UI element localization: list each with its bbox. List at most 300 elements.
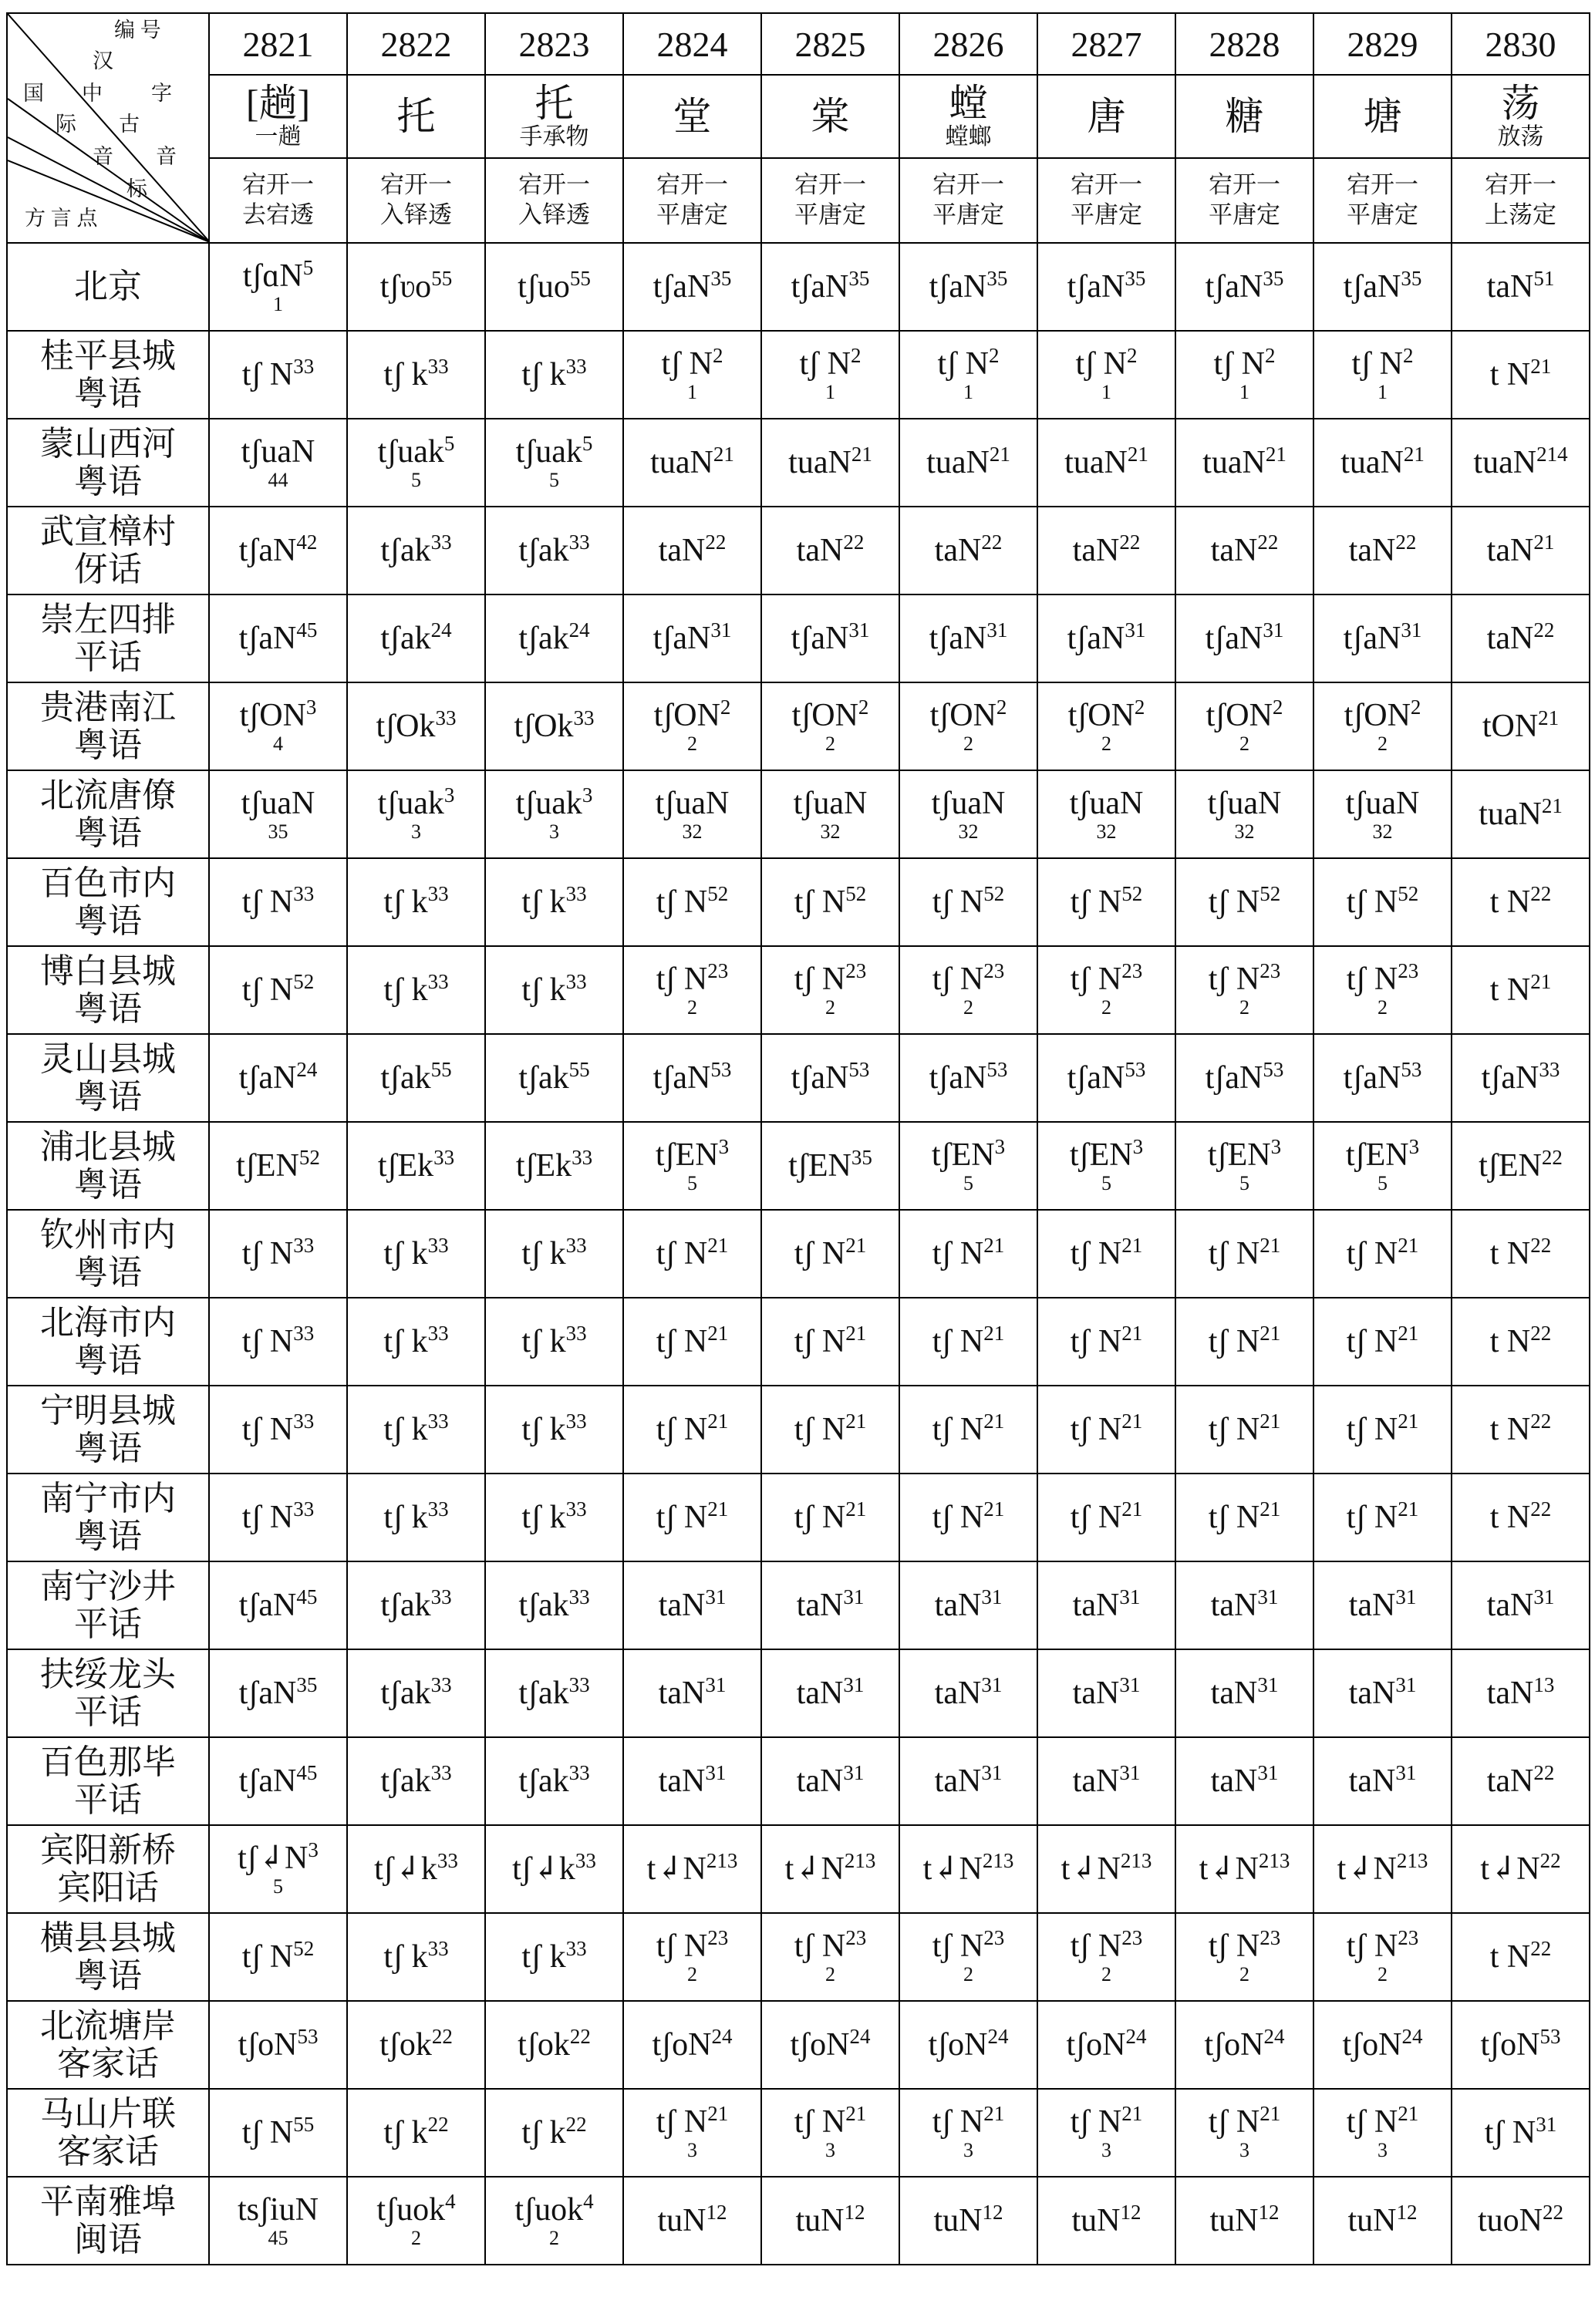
ipa-transcription: tʃ N <box>932 884 984 920</box>
pronunciation-cell <box>209 858 347 946</box>
pronunciation-cell <box>1175 1913 1313 2001</box>
tone-value: 21 <box>983 1409 1005 1433</box>
tone-subscript: 3 <box>963 2139 973 2162</box>
pronunciation-cell <box>761 1913 899 2001</box>
pronunciation-cell <box>899 1737 1037 1825</box>
ipa-transcription: tʃON <box>239 697 306 733</box>
ipa-transcription: tʃuak <box>377 785 444 821</box>
tone-value: 24 <box>1125 2024 1147 2048</box>
ipa-transcription: taN <box>1348 1587 1396 1623</box>
pronunciation-cell <box>347 1561 485 1649</box>
tone-value: 33 <box>430 1760 452 1784</box>
dialect-row <box>7 1386 1590 1474</box>
ipa-transcription: tʃ N <box>932 2103 984 2140</box>
tone-value: 213 <box>706 1848 738 1872</box>
pronunciation-cell <box>209 507 347 594</box>
pronunciation-cell <box>1313 243 1452 331</box>
location-name: 贵港南江 <box>40 688 176 726</box>
ipa-transcription: t↲N <box>784 1851 845 1887</box>
middle-chinese-category <box>899 158 1037 243</box>
tone-value: 33 <box>293 1409 315 1433</box>
pronunciation-cell <box>485 1122 623 1210</box>
ipa-transcription: t N <box>1489 1235 1531 1271</box>
ipa-transcription: t N <box>1489 1938 1531 1975</box>
dialect-row <box>7 243 1590 331</box>
header-character-row <box>7 75 1590 158</box>
pronunciation-cell <box>761 1034 899 1122</box>
dialect-location <box>7 1913 209 2001</box>
pronunciation-cell <box>623 2001 761 2089</box>
pronunciation-cell <box>1313 1561 1452 1649</box>
pronunciation-cell <box>347 682 485 770</box>
tone-value: 33 <box>427 1497 449 1521</box>
tone-value: 23 <box>983 958 1005 982</box>
pronunciation-cell <box>1037 243 1175 331</box>
tone-value: 12 <box>706 2200 727 2224</box>
tone-value: 33 <box>427 1233 449 1257</box>
pronunciation-cell <box>623 770 761 858</box>
column-character <box>1313 75 1452 158</box>
ipa-transcription: tʃaN <box>1067 1059 1125 1096</box>
pronunciation-cell <box>1452 1210 1590 1298</box>
tone-value: 55 <box>430 1057 452 1081</box>
pronunciation-cell <box>761 682 899 770</box>
mc-rhyme-group: 宕开一 <box>794 171 866 199</box>
ipa-transcription: tʃEN <box>1069 1137 1133 1173</box>
dialect-location <box>7 1737 209 1825</box>
dialect-location <box>7 2089 209 2177</box>
tone-value: 3 <box>582 783 593 807</box>
tone-value: 21 <box>1403 442 1425 466</box>
pronunciation-cell <box>347 507 485 594</box>
ipa-transcription: tuaN <box>1473 444 1537 480</box>
ipa-transcription: tON <box>1482 708 1539 744</box>
ipa-transcription: tʃON <box>1067 697 1135 733</box>
mc-tone-initial: 去宕透 <box>242 201 314 228</box>
column-character <box>209 75 347 158</box>
corner-label-fangyan: 方 言 点 <box>25 207 98 230</box>
ipa-transcription: tʃ N <box>1346 1323 1398 1359</box>
tone-subscript: 5 <box>1378 1172 1388 1195</box>
pronunciation-cell <box>485 419 623 507</box>
tone-value: 21 <box>1538 706 1560 729</box>
ipa-transcription: tʃoN <box>1066 2026 1126 2063</box>
pronunciation-cell <box>623 1474 761 1561</box>
pronunciation-cell <box>623 682 761 770</box>
ipa-transcription: tʃ N <box>1208 2103 1260 2140</box>
ipa-transcription: tʃaN <box>929 268 987 305</box>
tone-value: 21 <box>1259 1233 1281 1257</box>
tone-subscript: 1 <box>963 381 973 404</box>
tone-value: 33 <box>565 881 587 905</box>
tone-value: 21 <box>1265 442 1286 466</box>
middle-chinese-category <box>485 158 623 243</box>
location-name: 博白县城 <box>40 951 176 990</box>
ipa-transcription: tʃɑN <box>242 258 303 294</box>
pronunciation-cell <box>209 1386 347 1474</box>
tone-value: 33 <box>565 1321 587 1345</box>
tone-value: 23 <box>1398 1925 1419 1949</box>
pronunciation-cell <box>1175 1474 1313 1561</box>
dialect-row <box>7 1561 1590 1649</box>
tone-value: 21 <box>707 1497 729 1521</box>
ipa-transcription: tʃ N <box>1346 1411 1398 1447</box>
tone-subscript: 1 <box>1101 381 1111 404</box>
ipa-transcription: tuaN <box>1064 444 1128 480</box>
tone-subscript: 32 <box>1372 820 1393 844</box>
pronunciation-cell <box>1313 1474 1452 1561</box>
tone-value: 31 <box>1257 1760 1279 1784</box>
tone-value: 21 <box>1398 2101 1419 2125</box>
pronunciation-cell <box>1037 1825 1175 1913</box>
table-body <box>7 13 1590 2265</box>
tone-subscript: 32 <box>820 820 841 844</box>
pronunciation-cell <box>1037 2001 1175 2089</box>
pronunciation-cell <box>1452 594 1590 682</box>
location-name: 马山片联 <box>40 2094 176 2133</box>
tone-value: 31 <box>705 1672 727 1696</box>
location-name: 钦州市内 <box>40 1215 176 1254</box>
dialect-location <box>7 1825 209 1913</box>
pronunciation-cell <box>761 1386 899 1474</box>
tone-value: 2 <box>1127 343 1138 367</box>
ipa-transcription: tʃaN <box>238 620 297 656</box>
ipa-transcription: t N <box>1489 1499 1531 1535</box>
pronunciation-cell <box>485 1561 623 1649</box>
ipa-transcription: tʃ N <box>1070 1928 1122 1964</box>
ipa-transcription: taN <box>796 1675 844 1711</box>
pronunciation-cell <box>485 1737 623 1825</box>
tone-value: 22 <box>565 2112 587 2136</box>
tone-value: 45 <box>296 618 318 642</box>
pronunciation-cell <box>209 331 347 419</box>
tone-subscript: 5 <box>411 469 421 492</box>
ipa-transcription: tʃ N <box>794 1499 846 1535</box>
tone-value: 35 <box>296 1672 318 1696</box>
ipa-transcription: tʃ N <box>932 1323 984 1359</box>
pronunciation-cell <box>1175 858 1313 946</box>
pronunciation-cell <box>1452 770 1590 858</box>
dialect-type: 平话 <box>74 1781 142 1819</box>
pronunciation-cell <box>899 2089 1037 2177</box>
tone-subscript: 5 <box>1101 1172 1111 1195</box>
pronunciation-cell <box>1037 682 1175 770</box>
pronunciation-cell <box>347 1474 485 1561</box>
ipa-transcription: tʃak <box>380 1587 431 1623</box>
tone-value: 22 <box>1257 530 1279 554</box>
ipa-transcription: tʃ N <box>241 1323 294 1359</box>
dialect-location <box>7 946 209 1034</box>
pronunciation-cell <box>1313 1649 1452 1737</box>
pronunciation-cell <box>761 1561 899 1649</box>
corner-cell <box>7 13 209 243</box>
pronunciation-cell <box>1313 682 1452 770</box>
mc-rhyme-group: 宕开一 <box>656 171 728 199</box>
tone-value: 23 <box>845 958 867 982</box>
pronunciation-cell <box>899 1298 1037 1386</box>
tone-subscript: 2 <box>1101 733 1111 756</box>
pronunciation-cell <box>347 2177 485 2265</box>
ipa-transcription: tʃoN <box>238 2026 298 2063</box>
tone-subscript: 1 <box>273 293 283 316</box>
mc-rhyme-group: 宕开一 <box>242 171 314 199</box>
ipa-transcription: tʃ↲k <box>374 1851 437 1887</box>
pronunciation-cell <box>761 1649 899 1737</box>
dialect-row <box>7 682 1590 770</box>
ipa-transcription: tʃ k <box>383 1499 428 1535</box>
tone-value: 3 <box>1132 1134 1144 1158</box>
dialect-row <box>7 858 1590 946</box>
pronunciation-cell <box>209 1210 347 1298</box>
ipa-transcription: tʃ N <box>1208 961 1260 997</box>
tone-value: 21 <box>1398 1321 1419 1345</box>
ipa-transcription: tʃuok <box>376 2191 446 2228</box>
ipa-transcription: taN <box>1348 1763 1396 1799</box>
pronunciation-cell <box>1313 419 1452 507</box>
ipa-transcription: taN <box>934 1763 982 1799</box>
ipa-transcription: tʃ N <box>1208 1235 1260 1271</box>
tone-subscript: 2 <box>825 733 835 756</box>
tone-value: 213 <box>982 1848 1014 1872</box>
ipa-transcription: tʃaN <box>1481 1059 1539 1096</box>
tone-value: 214 <box>1536 442 1568 466</box>
ipa-transcription: tʃaN <box>791 268 849 305</box>
tone-value: 53 <box>297 2024 319 2048</box>
tone-value: 33 <box>1539 1057 1560 1081</box>
ipa-transcription: tʃuaN <box>793 785 868 821</box>
ipa-transcription: taN <box>796 1763 844 1799</box>
tone-value: 22 <box>569 2024 591 2048</box>
tone-subscript: 2 <box>411 2227 421 2250</box>
tone-value: 2 <box>1410 695 1421 719</box>
corner-label-bianhao: 编 号 <box>114 19 161 42</box>
ipa-transcription: tʃuaN <box>1207 785 1282 821</box>
tone-value: 31 <box>1119 1585 1141 1608</box>
middle-chinese-category <box>347 158 485 243</box>
tone-value: 23 <box>983 1925 1005 1949</box>
pronunciation-cell <box>209 946 347 1034</box>
pronunciation-cell <box>485 507 623 594</box>
dialect-type: 粤语 <box>74 1166 142 1204</box>
tone-value: 22 <box>843 530 865 554</box>
tone-value: 21 <box>1533 530 1555 554</box>
tone-subscript: 5 <box>687 1172 697 1195</box>
ipa-transcription: tʃOk <box>514 708 574 744</box>
column-character <box>485 75 623 158</box>
ipa-transcription: tʃ N <box>241 1235 294 1271</box>
pronunciation-cell <box>1313 770 1452 858</box>
ipa-transcription: tʃ N <box>656 1928 708 1964</box>
dialect-row <box>7 2177 1590 2265</box>
tone-subscript: 3 <box>1378 2139 1388 2162</box>
tone-value: 33 <box>427 1321 449 1345</box>
ipa-transcription: tʃoN <box>1204 2026 1264 2063</box>
corner-label-guoji: 国 <box>23 82 44 105</box>
pronunciation-cell <box>899 594 1037 682</box>
tone-subscript: 2 <box>963 733 973 756</box>
pronunciation-cell <box>209 2001 347 2089</box>
dialect-location <box>7 594 209 682</box>
pronunciation-cell <box>761 858 899 946</box>
pronunciation-cell <box>623 331 761 419</box>
location-name: 北京 <box>74 268 142 306</box>
dialect-type: 粤语 <box>74 726 142 764</box>
dialect-row <box>7 1737 1590 1825</box>
tone-value: 22 <box>1119 530 1141 554</box>
pronunciation-cell <box>485 243 623 331</box>
ipa-transcription: tʃ N <box>656 961 708 997</box>
corner-label-gu: 古 <box>119 113 140 136</box>
dialect-row <box>7 419 1590 507</box>
tone-value: 52 <box>707 881 729 905</box>
pronunciation-cell <box>347 1649 485 1737</box>
tone-value: 22 <box>1539 1848 1561 1872</box>
tone-value: 21 <box>845 2101 867 2125</box>
pronunciation-cell <box>485 682 623 770</box>
tone-value: 33 <box>293 354 315 378</box>
ipa-transcription: t N <box>1489 884 1531 920</box>
tone-value: 55 <box>568 1057 590 1081</box>
ipa-transcription: tuN <box>1347 2202 1397 2238</box>
tone-value: 22 <box>1530 1409 1552 1433</box>
dialect-type: 粤语 <box>74 1342 142 1379</box>
pronunciation-cell <box>485 2177 623 2265</box>
pronunciation-cell <box>899 858 1037 946</box>
ipa-transcription: tʃuok <box>514 2191 584 2228</box>
pronunciation-cell <box>347 1825 485 1913</box>
pronunciation-cell <box>1175 1649 1313 1737</box>
ipa-transcription: tuN <box>795 2202 845 2238</box>
tone-value: 31 <box>986 618 1008 642</box>
tone-value: 55 <box>293 2112 315 2136</box>
column-character <box>623 75 761 158</box>
dialect-location <box>7 1649 209 1737</box>
tone-value: 22 <box>1541 1145 1563 1169</box>
tone-value: 31 <box>1395 1585 1417 1608</box>
tone-value: 33 <box>293 1233 315 1257</box>
tone-value: 31 <box>705 1760 727 1784</box>
pronunciation-cell <box>623 1913 761 2001</box>
tone-value: 31 <box>981 1585 1003 1608</box>
dialect-location <box>7 1561 209 1649</box>
ipa-transcription: tʃoN <box>652 2026 712 2063</box>
ipa-transcription: tʃ N <box>794 1235 846 1271</box>
tone-value: 31 <box>843 1760 865 1784</box>
pronunciation-cell <box>899 770 1037 858</box>
ipa-transcription: tʃaN <box>1343 1059 1401 1096</box>
tone-value: 53 <box>1539 2024 1561 2048</box>
tone-value: 12 <box>1120 2200 1141 2224</box>
tone-value: 33 <box>433 1145 455 1169</box>
character-glyph: 荡 <box>1501 82 1540 126</box>
mc-tone-initial: 平唐定 <box>1347 201 1418 228</box>
ipa-transcription: tʃ N <box>794 1411 846 1447</box>
pronunciation-cell <box>1175 682 1313 770</box>
ipa-transcription: tʃ N <box>241 2114 294 2151</box>
location-name: 蒙山西河 <box>40 424 176 463</box>
ipa-transcription: tʃuaN <box>241 785 315 821</box>
ipa-transcription: taN <box>1210 532 1258 568</box>
tone-value: 21 <box>983 1497 1005 1521</box>
ipa-transcription: tʃuaN <box>655 785 730 821</box>
ipa-transcription: tʃak <box>380 1675 431 1711</box>
tone-value: 33 <box>293 1497 315 1521</box>
pronunciation-cell <box>1037 1913 1175 2001</box>
ipa-transcription: tʃuak <box>377 433 444 470</box>
tone-subscript: 44 <box>268 469 288 492</box>
tone-value: 24 <box>987 2024 1009 2048</box>
dialect-row <box>7 331 1590 419</box>
pronunciation-cell <box>1037 1649 1175 1737</box>
mc-rhyme-group: 宕开一 <box>932 171 1004 199</box>
ipa-transcription: tʃaN <box>791 1059 849 1096</box>
tone-value: 53 <box>1401 1057 1422 1081</box>
tone-subscript: 5 <box>1239 1172 1249 1195</box>
pronunciation-cell <box>623 243 761 331</box>
tone-value: 51 <box>1533 266 1555 290</box>
tone-value: 52 <box>983 881 1005 905</box>
tone-value: 53 <box>710 1057 732 1081</box>
tone-value: 31 <box>1401 618 1422 642</box>
character-glyph: [趟] <box>245 82 311 126</box>
ipa-transcription: tʃaN <box>238 1059 297 1096</box>
pronunciation-cell <box>1452 946 1590 1034</box>
pronunciation-cell <box>899 1210 1037 1298</box>
middle-chinese-category <box>1452 158 1590 243</box>
tone-value: 24 <box>1263 2024 1285 2048</box>
tone-value: 21 <box>707 2101 729 2125</box>
pronunciation-cell <box>1175 243 1313 331</box>
pronunciation-cell <box>761 1825 899 1913</box>
pronunciation-cell <box>623 2089 761 2177</box>
dialect-type: 平话 <box>74 638 142 676</box>
ipa-transcription: tʃ N <box>1346 2103 1398 2140</box>
pronunciation-cell <box>347 1122 485 1210</box>
pronunciation-cell <box>347 1034 485 1122</box>
ipa-transcription: tʃ k <box>383 884 428 920</box>
ipa-transcription: tʃoN <box>790 2026 850 2063</box>
pronunciation-cell <box>1175 2001 1313 2089</box>
pronunciation-cell <box>899 419 1037 507</box>
tone-subscript: 2 <box>687 1963 697 1986</box>
pronunciation-cell <box>1037 331 1175 419</box>
tone-value: 23 <box>1259 958 1281 982</box>
ipa-transcription: tuaN <box>650 444 713 480</box>
pronunciation-cell <box>1452 2001 1590 2089</box>
ipa-transcription: taN <box>1486 1587 1534 1623</box>
ipa-transcription: tʃ N <box>932 1235 984 1271</box>
location-name: 宁明县城 <box>40 1391 176 1430</box>
pronunciation-cell <box>761 2089 899 2177</box>
ipa-transcription: tuN <box>933 2202 983 2238</box>
ipa-transcription: tʃ k <box>521 1323 566 1359</box>
ipa-transcription: tʃ k <box>383 1235 428 1271</box>
dialect-location <box>7 682 209 770</box>
column-number: 2829 <box>1313 13 1452 75</box>
middle-chinese-category <box>1037 158 1175 243</box>
pronunciation-cell <box>485 1298 623 1386</box>
pronunciation-cell <box>1452 1649 1590 1737</box>
character-glyph: 托 <box>396 94 436 138</box>
ipa-transcription: taN <box>1486 532 1534 568</box>
tone-value: 31 <box>1257 1672 1279 1696</box>
pronunciation-cell <box>485 1825 623 1913</box>
ipa-transcription: taN <box>1486 268 1534 305</box>
location-name: 南宁市内 <box>40 1479 176 1517</box>
pronunciation-cell <box>1452 1122 1590 1210</box>
ipa-transcription: tuoN <box>1478 2202 1543 2238</box>
tone-value: 213 <box>844 1848 876 1872</box>
